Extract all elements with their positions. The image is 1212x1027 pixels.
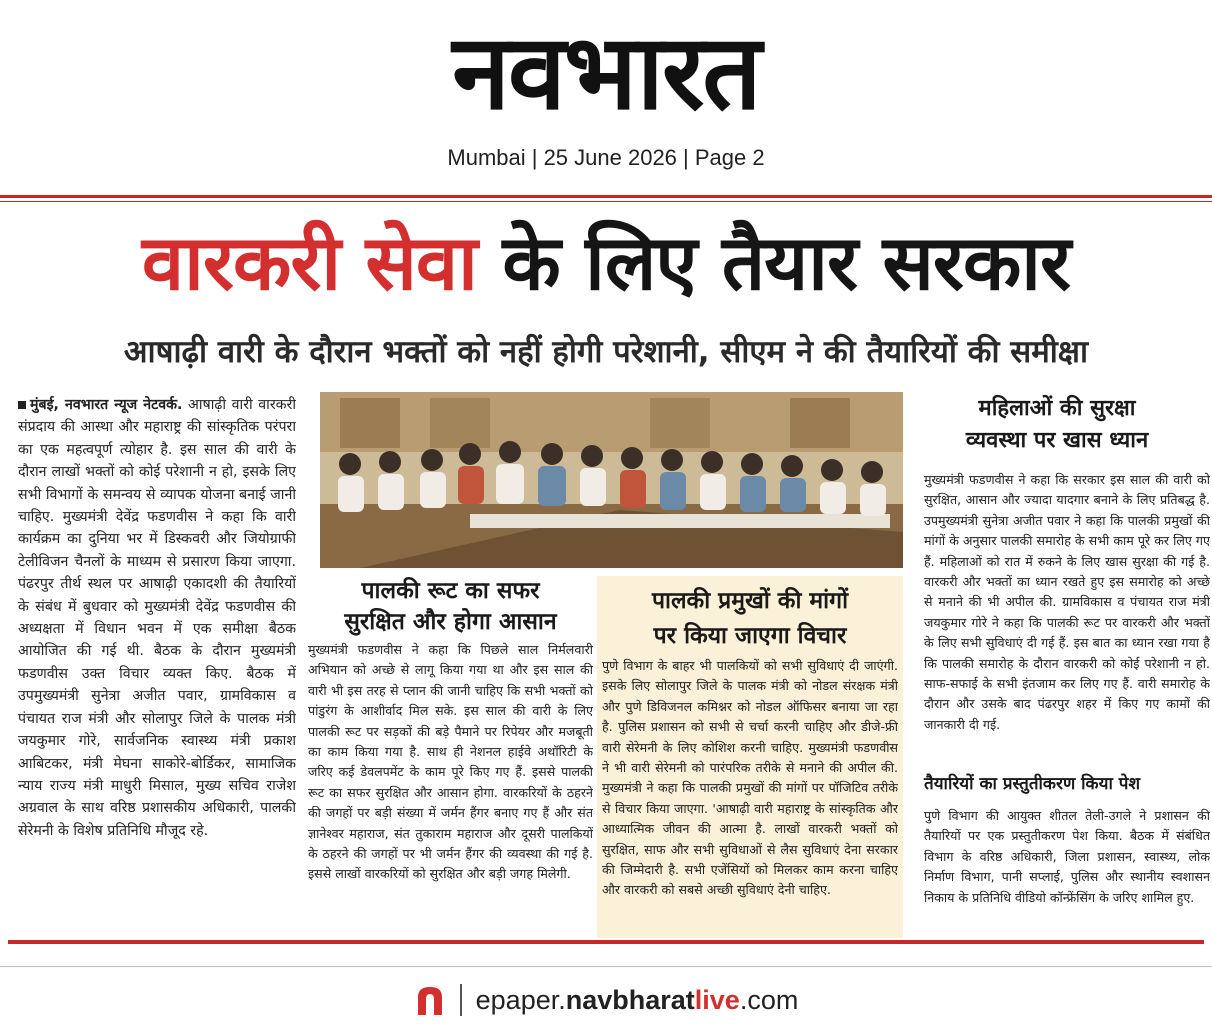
- box-heading-line2: पर किया जाएगा विचार: [653, 623, 847, 649]
- left-article-column: [18, 394, 296, 939]
- meeting-photo-icon: [320, 392, 903, 568]
- box-heading-line1: पालकी प्रमुखों की मांगों: [651, 588, 849, 614]
- url-prefix: epaper.: [475, 984, 566, 1015]
- footer-separator: [460, 984, 462, 1016]
- bottom-divider: [8, 940, 1204, 944]
- sub-headline: आषाढ़ी वारी के दौरान भक्तों को नहीं होगी परेशानी, सीएम ने की तैयारियों की समीक्षा: [123, 334, 1089, 370]
- right-article-column: मुख्यमंत्री फडणवीस ने कहा कि सरकार इस साल की वारी को सुरक्षित, आसान और ज्यादा यादगार बनाने के लिए प्रतिबद्ध है. उपमुख्यमंत्री सुनेत्रा अजीत पवार ने कहा कि पालकी प्रमुखों की मांगों के अनुसार पालकी समारोह के सभी काम पूरे कर लिए गए हैं. महिलाओं को रात में रुकने के लिए खास सुरक्षा की गई है. वारकरी और भक्तों का ध्यान रखते हुए इस समारोह को अच्छे से मनाने की भी अपील की. ग्रामविकास व पंचायत राज मंत्री जयकुमार गोरे ने कहा कि पालकी रूट पर वारकरी और भक्तों के लिए सभी सुविधाएं दी गई हैं. इस बात का ध्यान रखा गया है कि पालकी समारोह के दौरान वारकरी को कोई परेशानी न हो. साफ-सफाई के सभी इंतजाम कर लिए गए हैं. वारी समारोह के दौरान और उसके बाद पंढरपुर शहर में किए गए कामों की जानकारी दी गई.: [924, 472, 1210, 732]
- top-divider: [0, 195, 1212, 198]
- box-article-column: पुणे विभाग के बाहर भी पालकियों को सभी सुविधाएं दी जाएंगी. इसके लिए सोलापुर जिले के पालक मंत्री को नोडल संरक्षक मंत्री और पुणे डिविजनल कमिश्नर को नोडल ऑफिसर बनाया जा रहा है. पुलिस प्रशासन को सभी से चर्चा करनी चाहिए और डीजे-फ्री वारी सेरेमनी के लिए कोशिश करनी चाहिए. मुख्यमंत्री फडणवीस ने भी वारी सेरेमनी को पारंपरिक तरीके से मनाने की अपील की. मुख्यमंत्री ने कहा कि पालकी प्रमुखों की मांगों पर पॉजिटिव तरीके से विचार किया जाएगा. 'आषाढ़ी वारी महाराष्ट्र के सांस्कृतिक और आध्यात्मिक जीवन की आत्मा है. लाखों वारकरी भक्तों को सुरक्षित, साफ और सभी सुविधाओं से लैस सुविधाएं देना सरकार की जिम्मेदारी है. सभी एजेंसियों को मिलकर काम करना चाहिए और वारकरी को सबसे अच्छी सुविधाएं देनी चाहिए.: [602, 658, 898, 898]
- footer-divider: [0, 966, 1212, 967]
- meeting-photo: [320, 392, 903, 568]
- epaper-link[interactable]: [476, 985, 799, 1016]
- left-column-body: आषाढ़ी वारी वारकरी संप्रदाय की आस्था और महाराष्ट्र की सांस्कृतिक परंपरा का एक महत्वपूर्ण त्योहार है. इस साल की वारी के दौरान लाखों भक्तों को कोई परेशानी न हो, इसके लिए सभी विभागों के समन्वय से व्यापक योजना बनाई जानी चाहिए. मुख्यमंत्री देवेंद्र फडणवीस ने कहा कि वारी कार्यक्रम का दुनिया भर में डिस्कवरी और जियोग्राफी टेलीविजन चैनलों के माध्यम से प्रसारण किया जाएगा. पंढरपुर तीर्थ स्थल पर आषाढ़ी एकादशी की तैयारियों के संबंध में बुधवार को मुख्यमंत्री देवेंद्र फडणवीस की अध्यक्षता में विधान भवन में एक समीक्षा बैठक आयोजित की गई थी. बैठक के दौरान मुख्यमंत्री फडणवीस उक्त विचार व्यक्त किए. बैठक में उपमुख्यमंत्री सुनेत्रा अजीत पवार, ग्रामविकास व पंचायत राज मंत्री और सोलापुर जिले के पालक मंत्री जयकुमार गोरे, सार्वजनिक स्वास्थ्य मंत्री प्रकाश आबिटकर, मंत्री मेघना साकोरे-बोर्डिकर, सामाजिक न्याय राज्य मंत्री माधुरी मिसाल, मुख्य सचिव राजेश अग्रवाल के साथ वरिष्ठ प्रशासकीय अधिकारी, पालकी सेरेमनी के विशेष प्रतिनिधि मौजूद रहे.: [18, 397, 296, 839]
- url-suffix: .com: [739, 984, 799, 1015]
- masthead-title: नवभारत: [452, 11, 760, 133]
- top-divider-thin: [0, 201, 1212, 202]
- middle-article-column: मुख्यमंत्री फडणवीस ने कहा कि पिछले साल निर्मलवारी अभियान को अच्छे से लागू किया गया था और इस साल की वारी भी इस तरह से प्लान की जानी चाहिए कि सभी भक्तों को पांडुरंग के आशीर्वाद मिल सके. इस साल की वारी के लिए पालकी रूट पर सड़कों की बड़े पैमाने पर रिपेयर और मजबूती का काम किया गया है. साथ ही नेशनल हाईवे अथॉरिटी के जरिए कई डेवलपमेंट के काम पूरे किए गए हैं. इससे पालकी रूट का सफर सुरक्षित और आसान होगा. वारकरियों के ठहरने की जगहों पर बड़ी संख्या में जर्मन हैंगर बनाए गए हैं और संत ज्ञानेश्वर महाराज, संत तुकाराम महाराज और दूसरी पालकियों के ठहरने की जगहों पर भी जर्मन हैंगर की व्यवस्था की गई है. इससे लाखों वारकरियों को सुरक्षित और बड़ी जगह मिलेगी.: [308, 642, 593, 882]
- masthead: [0, 12, 1212, 132]
- right-heading-line2: व्यवस्था पर खास ध्यान: [965, 428, 1149, 453]
- url-brand: navbharat: [565, 984, 695, 1015]
- headline-red-part: वारकरी सेवा: [141, 218, 477, 307]
- middle-heading-line1: पालकी रूट का सफर: [361, 578, 540, 604]
- bullet-square-icon: [18, 401, 26, 409]
- right-column-heading: [912, 393, 1202, 457]
- right-heading-line1: महिलाओं की सुरक्षा: [978, 396, 1136, 421]
- box-heading: [597, 584, 903, 654]
- footer: [0, 980, 1212, 1020]
- right-article-column-2: पुणे विभाग की आयुक्त शीतल तेली-उगले ने प्रशासन की तैयारियों पर एक प्रस्तुतीकरण पेश किया. बैठक में संबंधित विभाग के वरिष्ठ अधिकारी, जिला प्रशासन, स्वास्थ्य, लोक निर्माण विभाग, पानी सप्लाई, पुलिस और स्थानीय स्वशासन निकाय के प्रतिनिधि वीडियो कॉन्फ्रेंसिंग के जरिए शामिल हुए.: [924, 808, 1210, 905]
- url-live: live: [694, 984, 740, 1015]
- main-headline: [0, 208, 1212, 318]
- edition-dateline: Mumbai | 25 June 2026 | Page 2: [447, 145, 765, 170]
- middle-column-heading: [308, 576, 593, 638]
- right-column-subheading: तैयारियों का प्रस्तुतीकरण किया पेश: [924, 774, 1141, 794]
- navbharat-logo-icon: [414, 983, 446, 1017]
- news-dateline-lead: मुंबई, नवभारत न्यूज नेटवर्क.: [30, 397, 183, 413]
- headline-black-part: के लिए तैयार सरकार: [502, 218, 1071, 307]
- middle-heading-line2: सुरक्षित और होगा आसान: [344, 609, 557, 635]
